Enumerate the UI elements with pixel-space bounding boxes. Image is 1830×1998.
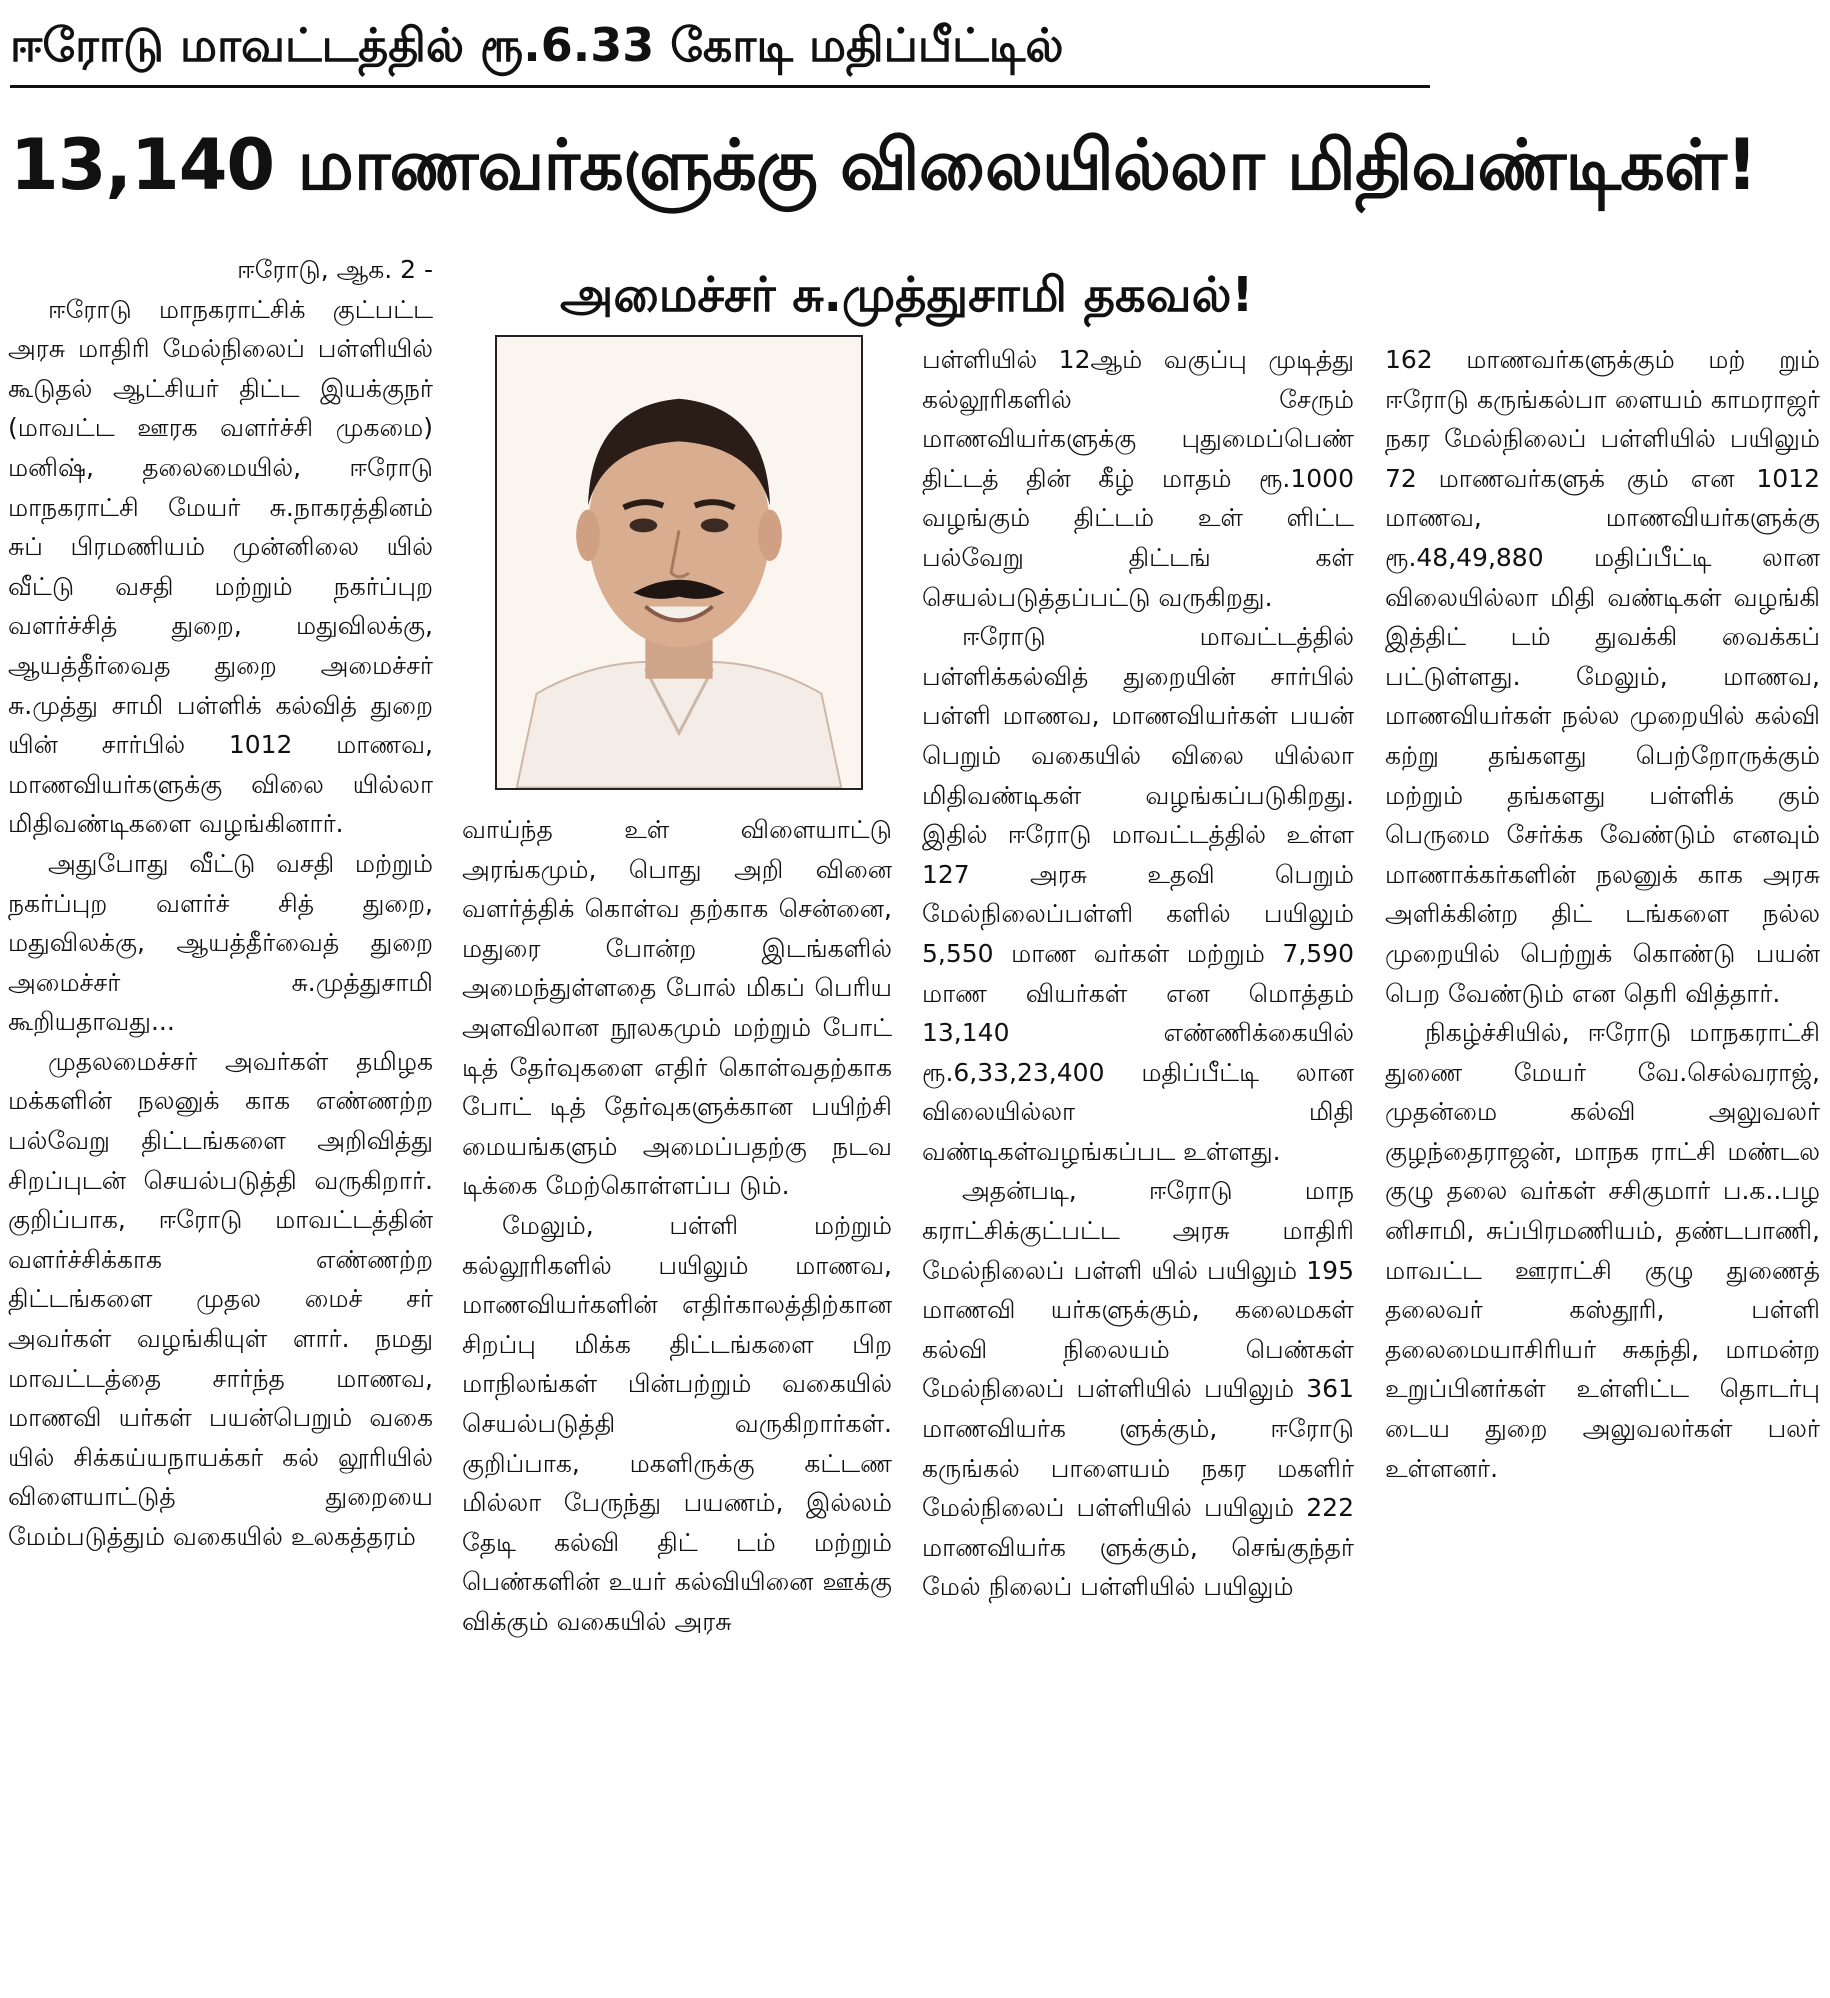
article-column-2 bbox=[462, 810, 892, 1995]
col1-paragraph-2: அதுபோது வீட்டு வசதி மற்றும் நகர்ப்புற வளர்ச் சித் துறை, மதுவிலக்கு, ஆயத்தீர்வைத் துறை அமைச்சர் சு.முத்துசாமி கூறியதாவது... bbox=[8, 848, 433, 1037]
article-column-1 bbox=[8, 250, 433, 1995]
col3-paragraph-1: பள்ளியில் 12ஆம் வகுப்பு முடித்து கல்லூரிகளில் சேரும் மாணவியர்களுக்கு புதுமைப்பெண் திட்டத் தின் கீழ் மாதம் ரூ.1000 வழங்கும் திட்டம் உள் ளிட்ட பல்வேறு திட்டங் கள் செயல்படுத்தப்பட்டு வருகிறது. bbox=[922, 345, 1354, 612]
col3-paragraph-3: அதன்படி, ஈரோடு மாந கராட்சிக்குட்பட்ட அரசு மாதிரி மேல்நிலைப் பள்ளி யில் பயிலும் 195 மாணவி யர்களுக்கும், கலைமகள் கல்வி நிலையம் பெண்கள் மேல்நிலைப் பள்ளியில் பயிலும் 361 மாணவியர்க ளுக்கும், ஈரோடு கருங்கல் பாளையம் நகர மகளிர் மேல்நிலைப் பள்ளியில் பயிலும் 222 மாணவியர்க ளுக்கும், செங்குந்தர் மேல் நிலைப் பள்ளியில் பயிலும் bbox=[922, 1176, 1354, 1602]
col1-paragraph-3: முதலமைச்சர் அவர்கள் தமிழக மக்களின் நலனுக் காக எண்ணற்ற பல்வேறு திட்டங்களை அறிவித்து சிறப்புடன் செயல்படுத்தி வருகிறார். குறிப்பாக, ஈரோடு மாவட்டத்தின் வளர்ச்சிக்காக எண்ணற்ற திட்டங்களை முதல மைச் சர் அவர்கள் வழங்கியுள் ளார். நமது மாவட்டத்தை சார்ந்த மாணவ, மாணவி யர்கள் பயன்பெறும் வகை யில் சிக்கய்யநாயக்கர் கல் லூரியில் விளையாட்டுத் துறையை மேம்படுத்தும் வகையில் உலகத்தரம் bbox=[8, 1046, 433, 1551]
col2-paragraph-2: மேலும், பள்ளி மற்றும் கல்லூரிகளில் பயிலும் மாணவ, மாணவியர்களின் எதிர்காலத்திற்கான சிறப்பு மிக்க திட்டங்களை பிற மாநிலங்கள் பின்பற்றும் வகையில் செயல்படுத்தி வருகிறார்கள். குறிப்பாக, மகளிருக்கு கட்டண மில்லா பேருந்து பயணம், இல்லம் தேடி கல்வி திட் டம் மற்றும் பெண்களின் உயர் கல்வியினை ஊக்கு விக்கும் வகையில் அரசு bbox=[462, 1210, 892, 1636]
sub-headline: அமைச்சர் சு.முத்துசாமி தகவல்! bbox=[560, 267, 1254, 323]
kicker-headline: ஈரோடு மாவட்டத்தில் ரூ.6.33 கோடி மதிப்பீட்டில் bbox=[10, 10, 1430, 88]
minister-portrait-photo bbox=[495, 335, 863, 790]
col4-paragraph-2: நிகழ்ச்சியில், ஈரோடு மாநகராட்சி துணை மேயர் வே.செல்வராஜ், முதன்மை கல்வி அலுவலர் குழந்தைராஜன், மாநக ராட்சி மண்டல குழு தலை வர்கள் சசிகுமார் ப.க..பழ னிசாமி, சுப்பிரமணியம், தண்டபாணி, மாவட்ட ஊராட்சி குழு துணைத் தலைவர் கஸ்தூரி, பள்ளி தலைமையாசிரியர் சுகந்தி, மாமன்ற உறுப்பினர்கள் உள்ளிட்ட தொடர்பு டைய துறை அலுவலர்கள் பலர் உள்ளனர். bbox=[1385, 1018, 1820, 1483]
col3-paragraph-2: ஈரோடு மாவட்டத்தில் பள்ளிக்கல்வித் துறையின் சார்பில் பள்ளி மாணவ, மாணவியர்கள் பயன் பெறும் வகையில் விலை யில்லா மிதிவண்டிகள் வழங்கப்படுகிறது. இதில் ஈரோடு மாவட்டத்தில் உள்ள 127 அரசு உதவி பெறும் மேல்நிலைப்பள்ளி களில் பயிலும் 5,550 மாண வர்கள் மற்றும் 7,590 மாண வியர்கள் என மொத்தம் 13,140 எண்ணிக்கையில் ரூ.6,33,23,400 மதிப்பீட்டி லான விலையில்லா மிதி வண்டிகள்வழங்கப்பட உள்ளது. bbox=[922, 622, 1354, 1166]
article-column-4 bbox=[1385, 340, 1820, 1995]
col4-paragraph-1: 162 மாணவர்களுக்கும் மற் றும் ஈரோடு கருங்கல்பா ளையம் காமராஜர் நகர மேல்நிலைப் பள்ளியில் பயிலும் 72 மாணவர்களுக் கும் என 1012 மாணவ, மாணவியர்களுக்கு ரூ.48,49,880 மதிப்பீட்டி லான விலையில்லா மிதி வண்டிகள் வழங்கி இத்திட் டம் துவக்கி வைக்கப் பட்டுள்ளது. மேலும், மாணவ, மாணவியர்கள் நல்ல முறையில் கல்வி கற்று தங்களது பெற்றோருக்கும் மற்றும் தங்களது பள்ளிக் கும் பெருமை சேர்க்க வேண்டும் எனவும் மாணாக்கர்களின் நலனுக் காக அரசு அளிக்கின்ற திட் டங்களை நல்ல முறையில் பெற்றுக் கொண்டு பயன் பெற வேண்டும் என தெரி வித்தார். bbox=[1385, 345, 1820, 1008]
col2-paragraph-1: வாய்ந்த உள் விளையாட்டு அரங்கமும், பொது அறி வினை வளர்த்திக் கொள்வ தற்காக சென்னை, மதுரை போன்ற இடங்களில் அமைந்துள்ளதை போல் மிகப் பெரிய அளவிலான நூலகமும் மற்றும் போட் டித் தேர்வுகளை எதிர் கொள்வதற்காக போட் டித் தேர்வுகளுக்கான பயிற்சி மையங்களும் அமைப்பதற்கு நடவ டிக்கை மேற்கொள்ளப்ப டும். bbox=[462, 815, 892, 1201]
col1-paragraph-1: ஈரோடு மாநகராட்சிக் குட்பட்ட அரசு மாதிரி மேல்நிலைப் பள்ளியில் கூடுதல் ஆட்சியர் திட்ட இயக்குநர் (மாவட்ட ஊரக வளர்ச்சி முகமை) மனிஷ், தலைமையில், ஈரோடு மாநகராட்சி மேயர் சு.நாகரத்தினம் சுப் பிரமணியம் முன்னிலை யில் வீட்டு வசதி மற்றும் நகர்ப்புற வளர்ச்சித் துறை, மதுவிலக்கு, ஆயத்தீர்வைத துறை அமைச்சர் சு.முத்து சாமி பள்ளிக் கல்வித் துறை யின் சார்பில் 1012 மாணவ, மாணவியர்களுக்கு விலை யில்லா மிதிவண்டிகளை வழங்கினார். bbox=[8, 294, 433, 839]
dateline: ஈரோடு, ஆக. 2 - bbox=[237, 255, 433, 284]
portrait-icon bbox=[497, 337, 861, 788]
main-headline: 13,140 மாணவர்களுக்கு விலையில்லா மிதிவண்டிகள்! bbox=[10, 124, 1757, 206]
article-column-3 bbox=[922, 340, 1354, 1995]
